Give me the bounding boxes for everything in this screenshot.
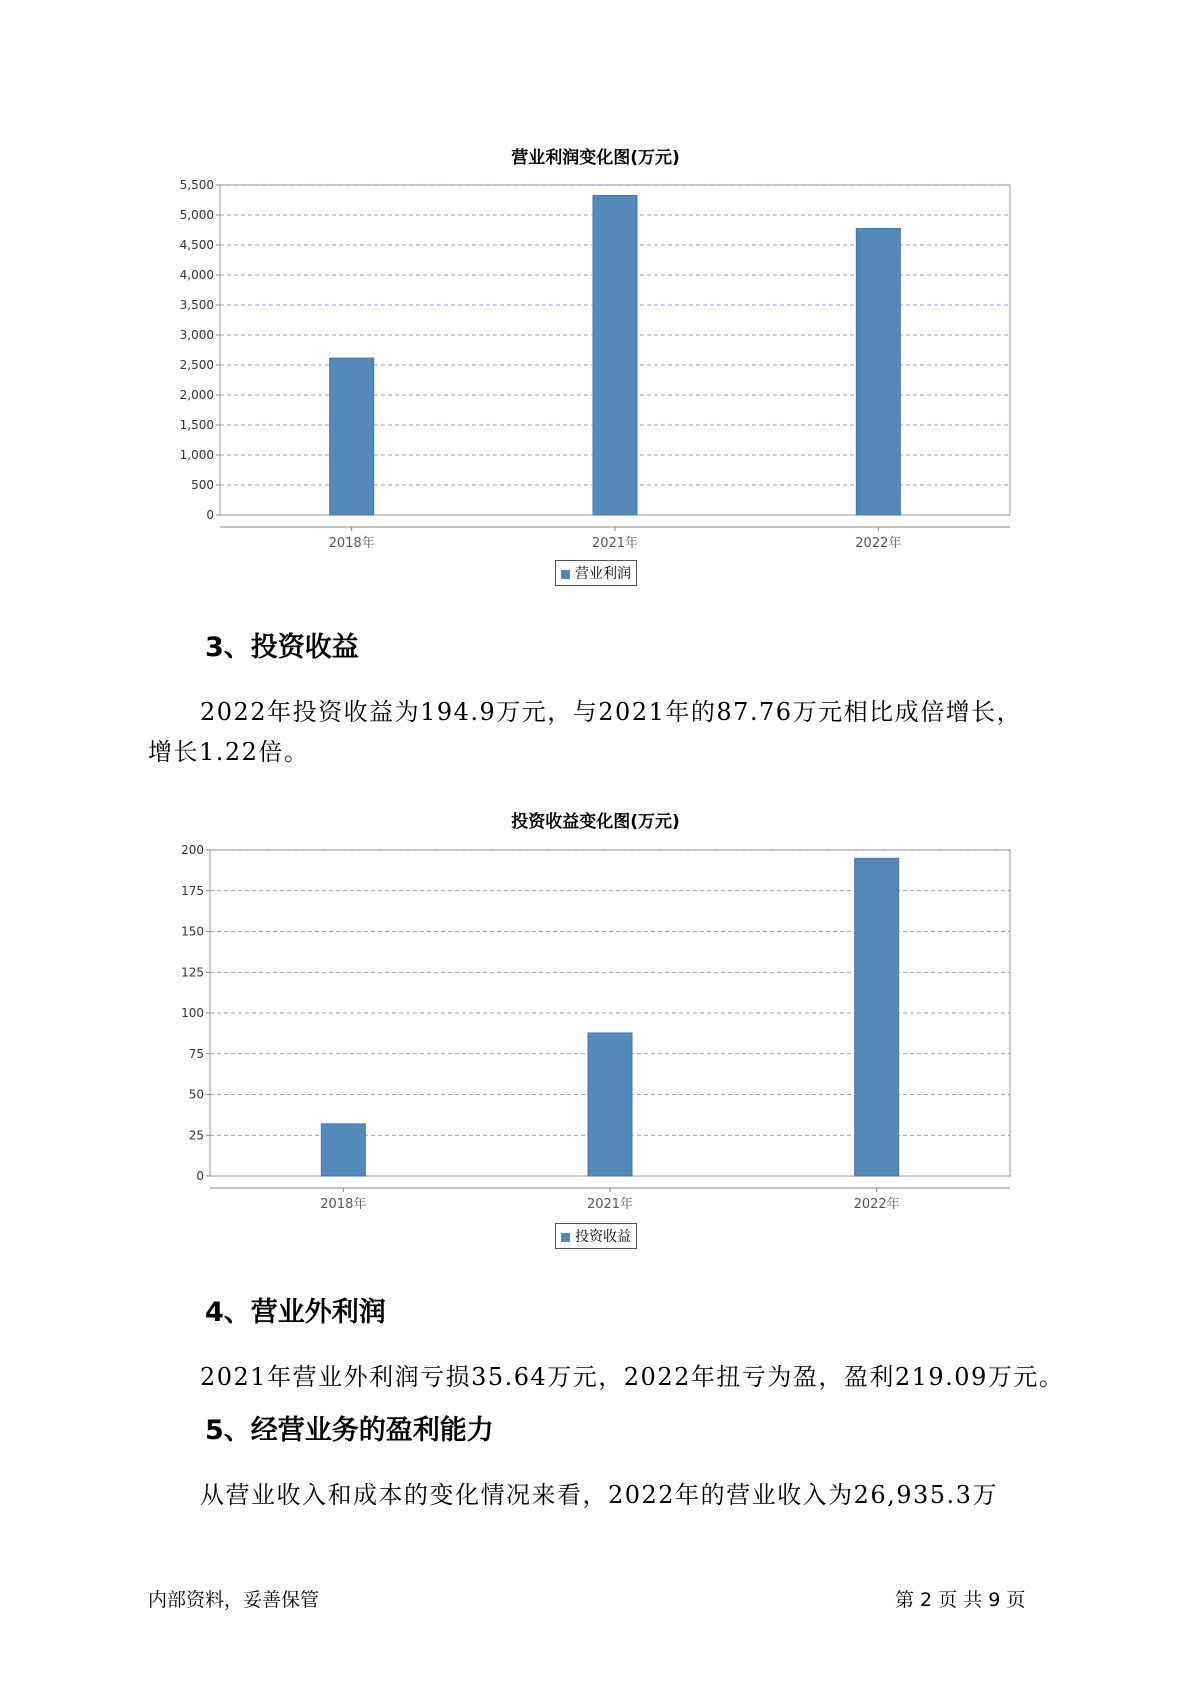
y-tick-label: 25 xyxy=(188,1128,204,1143)
y-tick-label: 0 xyxy=(206,508,214,522)
y-tick-label: 200 xyxy=(181,843,204,857)
y-tick-label: 1,500 xyxy=(179,418,214,432)
para4: 2021年营业外利润亏损35.64万元，2022年扭亏为盈，盈利219.09万元。 xyxy=(200,1363,1065,1391)
bar-2018年 xyxy=(321,1124,365,1176)
y-tick-label: 500 xyxy=(191,478,214,492)
chart1-title: 营业利润变化图(万元) xyxy=(511,148,680,168)
x-tick-label: 2021年 xyxy=(591,536,639,551)
heading-investment-income: 3、投资收益 xyxy=(205,632,359,663)
y-tick-label: 3,000 xyxy=(179,328,214,342)
bar-2022年 xyxy=(855,858,899,1176)
y-tick-label: 175 xyxy=(181,883,204,898)
y-tick-label: 75 xyxy=(188,1046,204,1061)
chart2-title: 投资收益变化图(万元) xyxy=(511,812,680,832)
y-tick-label: 0 xyxy=(196,1169,204,1183)
y-tick-label: 150 xyxy=(181,924,204,939)
y-tick-label: 4,000 xyxy=(179,268,214,282)
bar-2021年 xyxy=(588,1033,632,1176)
x-tick-label: 2018年 xyxy=(328,536,375,551)
heading-non-operating-profit: 4、营业外利润 xyxy=(205,1297,386,1328)
x-tick-label: 2021年 xyxy=(586,1197,634,1212)
y-tick-label: 1,000 xyxy=(179,448,214,462)
para3-line2: 增长1.22倍。 xyxy=(148,738,310,766)
y-tick-label: 100 xyxy=(181,1006,204,1020)
y-tick-label: 4,500 xyxy=(179,238,214,252)
y-tick-label: 50 xyxy=(188,1087,204,1102)
y-tick-label: 125 xyxy=(181,965,204,980)
heading-profitability: 5、经营业务的盈利能力 xyxy=(205,1415,494,1446)
footer-note: 内部资料，妥善保管 xyxy=(148,1589,320,1611)
x-tick-label: 2018年 xyxy=(320,1197,367,1212)
y-tick-label: 2,500 xyxy=(179,358,214,372)
para5: 从营业收入和成本的变化情况来看，2022年的营业收入为26,935.3万 xyxy=(200,1481,998,1509)
chart2-legend-swatch xyxy=(561,1233,570,1242)
x-tick-label: 2022年 xyxy=(853,1197,900,1212)
chart2-legend xyxy=(555,1223,637,1249)
y-tick-label: 2,000 xyxy=(179,388,214,402)
y-tick-label: 3,500 xyxy=(179,298,214,312)
chart1-legend-label: 营业利润 xyxy=(575,566,631,582)
para3-line1: 2022年投资收益为194.9万元，与2021年的87.76万元相比成倍增长， xyxy=(200,698,1023,726)
x-tick-label: 2022年 xyxy=(855,536,902,551)
chart2-legend-label: 投资收益 xyxy=(575,1229,631,1245)
page-number: 第 2 页 共 9 页 xyxy=(895,1589,1026,1611)
y-tick-label: 5,500 xyxy=(179,178,214,192)
y-tick-label: 5,000 xyxy=(179,208,214,222)
